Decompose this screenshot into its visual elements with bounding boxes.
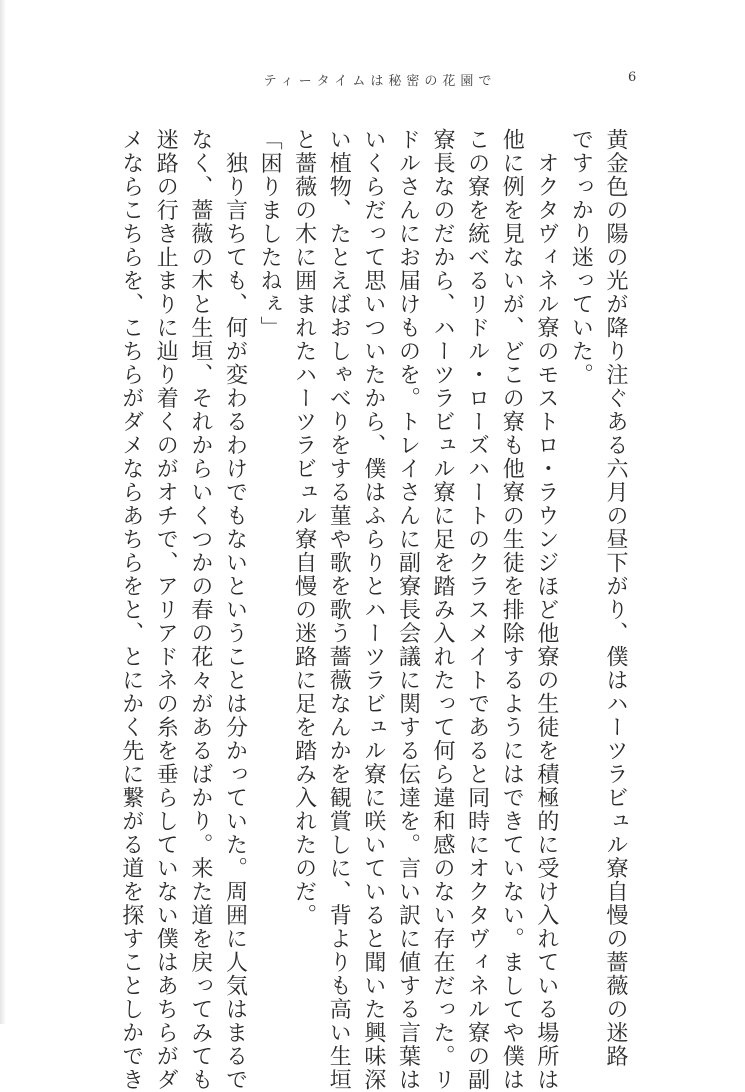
text-line: オクタヴィネル寮のモストロ・ラウンジほど他寮の生徒を積極的に受け入れている場所は (533, 128, 559, 1092)
text-line: 寮長なのだから、ハーツラビュル寮に足を踏み入れたって何ら違和感のない存在だった。リ (430, 128, 456, 1092)
text-line: この寮を統べるリドル・ローズハートのクラスメイトであると同時にオクタヴィネル寮の副 (464, 128, 490, 1092)
text-line: 「困りましたねぇ」 (257, 128, 283, 340)
text-line: 独り言ちても、何が変わるわけでもないということは分かっていた。周囲に人気はまるで (222, 128, 248, 1092)
text-line: 黄金色の陽の光が降り注ぐある六月の昼下がり、僕はハーツラビュル寮自慢の薔薇の迷路 (603, 128, 628, 1068)
text-line: 迷路の行き止まりに辿り着くのがオチで、アリアドネの糸を垂らしていない僕はあちらがダ (153, 128, 179, 1092)
running-head-title: ティータイムは秘密の花園で (263, 74, 497, 89)
text-line: 他に例を見ないが、どこの寮も他寮の生徒を排除するようにはできていない。ましてや僕は (499, 128, 525, 1092)
text-line: いくらだって思いついたから、僕はふらりとハーツラビュル寮に咲いていると聞いた興味深 (360, 128, 386, 1092)
page-edge-shadow (0, 0, 6, 1024)
text-line: い植物、たとえばおしゃべりをする菫や歌を歌う薔薇なんかを観賞しに、背よりも高い生垣 (326, 128, 352, 1092)
text-line: ですっかり迷っていた。 (568, 128, 594, 387)
text-line: なく、薔薇の木と生垣、それからいくつかの春の花々があるばかり。来た道を戻ってみても (187, 128, 213, 1092)
text-line: メならこちらを、こちらがダメならあちらをと、とにかく先に繋がる道を探すことしかでき (118, 128, 144, 1092)
text-line: と薔薇の木に囲まれたハーツラビュル寮自慢の迷路に足を踏み入れたのだ。 (291, 128, 317, 927)
text-line: ドルさんにお届けものを。トレイさんに副寮長会議に関する伝達を。言い訳に値する言葉は (395, 128, 421, 1092)
vertical-body-text (118, 128, 632, 1092)
page-number: 6 (628, 70, 637, 85)
